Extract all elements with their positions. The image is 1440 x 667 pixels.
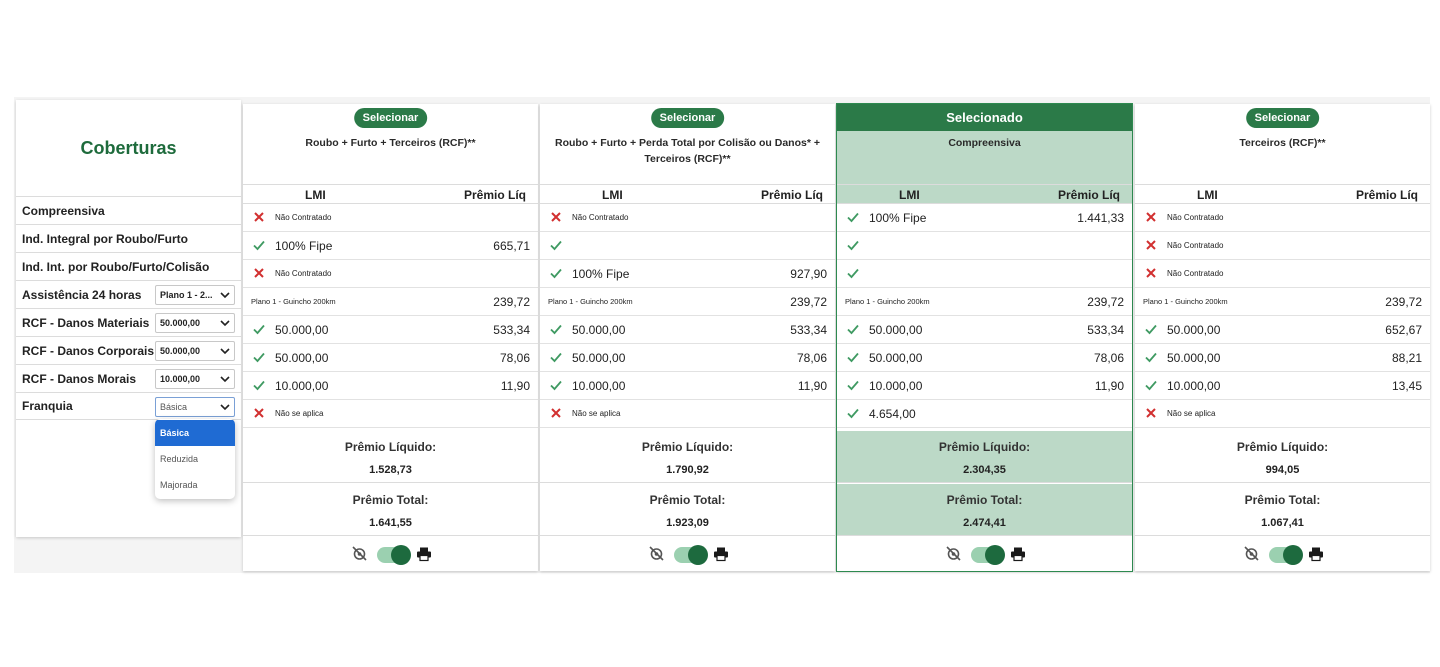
- dropdown-option[interactable]: Majorada: [160, 480, 198, 490]
- lmi-column-header: LMI: [602, 188, 623, 202]
- premio-value: 652,67: [1385, 323, 1422, 337]
- coverage-row: [16, 308, 241, 336]
- coverage-label: Ind. Int. por Roubo/Furto/Colisão: [22, 259, 210, 274]
- plan-toggle[interactable]: [1269, 547, 1301, 563]
- coverage-value-row: [540, 204, 835, 232]
- check-icon: [549, 378, 563, 392]
- check-icon: [846, 238, 860, 252]
- chevron-down-icon: [220, 345, 230, 357]
- lmi-value: 10.000,00: [1167, 379, 1221, 393]
- coverage-value-row: [243, 344, 538, 372]
- premio-total-label: Prêmio Total:: [649, 493, 726, 507]
- premio-liquido-value: 994,05: [1265, 464, 1300, 476]
- franquia-select[interactable]: [155, 397, 235, 417]
- lmi-value: Não Contratado: [1167, 241, 1224, 250]
- check-icon: [549, 350, 563, 364]
- coverage-row: [16, 196, 241, 224]
- coverage-value-row: [540, 288, 835, 316]
- premio-total-value: 1.923,09: [666, 517, 709, 529]
- coverage-row: [16, 336, 241, 364]
- premio-value: 78,06: [796, 351, 827, 365]
- coverage-value-row: [243, 400, 538, 428]
- check-icon: [846, 378, 860, 392]
- coverage-value-row: [837, 204, 1132, 232]
- card-actions: [837, 537, 1132, 571]
- coverage-value-row: [243, 372, 538, 400]
- coverage-value-row: [540, 372, 835, 400]
- coverage-value-row: [243, 204, 538, 232]
- coverage-row: [16, 252, 241, 280]
- close-icon: [549, 210, 563, 224]
- plan-header: [837, 104, 1132, 185]
- premio-total: [1135, 484, 1430, 536]
- coverage-label: Assistência 24 horas: [22, 287, 142, 302]
- check-icon: [846, 406, 860, 420]
- premio-value: 927,90: [790, 267, 827, 281]
- lmi-column-header: LMI: [1197, 188, 1218, 202]
- premio-liquido-value: 2.304,35: [963, 464, 1006, 476]
- check-icon: [1144, 322, 1158, 336]
- close-icon: [1144, 266, 1158, 280]
- hide-plan-icon[interactable]: [351, 545, 368, 562]
- toggle-knob: [391, 545, 411, 565]
- premio-total-label: Prêmio Total:: [1244, 493, 1321, 507]
- coverage-value-row: [540, 400, 835, 428]
- lmi-column-header: LMI: [899, 188, 920, 202]
- premio-total-label: Prêmio Total:: [946, 493, 1023, 507]
- premio-value: 1.441,33: [1077, 211, 1124, 225]
- lmi-value: 50.000,00: [572, 351, 626, 365]
- check-icon: [846, 266, 860, 280]
- premio-value: 239,72: [790, 295, 827, 309]
- coverage-select[interactable]: [155, 369, 235, 389]
- coverage-select[interactable]: [155, 341, 235, 361]
- premio-liquido-label: Prêmio Líquido:: [1236, 440, 1329, 454]
- premio-value: 665,71: [493, 239, 530, 253]
- premio-total-label: Prêmio Total:: [352, 493, 429, 507]
- premio-liquido-label: Prêmio Líquido:: [938, 440, 1031, 454]
- coverage-row: [16, 280, 241, 308]
- premio-value: 533,34: [493, 323, 530, 337]
- selected-banner[interactable]: Selecionado: [837, 104, 1132, 131]
- coverage-label: RCF - Danos Morais: [22, 371, 137, 386]
- plan-card: [837, 104, 1132, 571]
- card-actions: [243, 537, 538, 571]
- coverage-row: [16, 224, 241, 252]
- coverage-row: [16, 392, 241, 420]
- lmi-value: Não Contratado: [275, 269, 332, 278]
- premio-total-value: 1.641,55: [369, 517, 412, 529]
- lmi-value: 100% Fipe: [869, 211, 927, 225]
- premio-liquido: [1135, 431, 1430, 483]
- toggle-knob: [688, 545, 708, 565]
- coverage-select[interactable]: [155, 313, 235, 333]
- print-icon[interactable]: [1308, 546, 1324, 562]
- coverage-value-row: [837, 316, 1132, 344]
- lmi-value: 50.000,00: [275, 323, 329, 337]
- franquia-dropdown-list: [155, 419, 235, 499]
- check-icon: [1144, 378, 1158, 392]
- coverage-label: Compreensiva: [22, 203, 105, 218]
- premio-column-header: Prêmio Líq: [1057, 188, 1120, 202]
- print-icon[interactable]: [713, 546, 729, 562]
- close-icon: [1144, 238, 1158, 252]
- coverage-value-row: [837, 344, 1132, 372]
- plan-header: [540, 104, 835, 185]
- coverage-row: [16, 364, 241, 392]
- coverage-label: Franquia: [22, 399, 73, 413]
- check-icon: [549, 238, 563, 252]
- close-icon: [549, 406, 563, 420]
- print-icon[interactable]: [1010, 546, 1026, 562]
- plan-name: Compreensiva: [948, 137, 1021, 149]
- plan-header: [1135, 104, 1430, 185]
- hide-plan-icon[interactable]: [945, 545, 962, 562]
- lmi-value: 50.000,00: [869, 323, 923, 337]
- coverage-value-row: [1135, 232, 1430, 260]
- coverage-value-row: [540, 316, 835, 344]
- premio-value: 239,72: [1087, 295, 1124, 309]
- lmi-value: Não Contratado: [275, 213, 332, 222]
- coverage-value-row: [1135, 260, 1430, 288]
- plan-toggle[interactable]: [377, 547, 409, 563]
- chevron-down-icon: [220, 289, 230, 301]
- coverage-value-row: [243, 260, 538, 288]
- hide-plan-icon[interactable]: [648, 545, 665, 562]
- premio-liquido: [243, 431, 538, 483]
- lmi-value: 50.000,00: [572, 323, 626, 337]
- plan-name: Terceiros (RCF)**: [1239, 137, 1326, 149]
- plan-header: [243, 104, 538, 185]
- dropdown-option[interactable]: Básica: [155, 420, 235, 446]
- coverage-value-row: [837, 372, 1132, 400]
- column-headers: [837, 185, 1132, 204]
- premio-value: 239,72: [1385, 295, 1422, 309]
- premio-value: 11,90: [1094, 379, 1124, 393]
- premio-value: 88,21: [1391, 351, 1422, 365]
- premio-total-value: 1.067,41: [1261, 517, 1304, 529]
- coverage-value-row: [540, 260, 835, 288]
- lmi-value: Plano 1 - Guincho 200km: [845, 297, 930, 306]
- dropdown-option[interactable]: Reduzida: [160, 454, 199, 464]
- close-icon: [252, 266, 266, 280]
- card-actions: [1135, 537, 1430, 571]
- lmi-value: Não Contratado: [1167, 269, 1224, 278]
- close-icon: [1144, 406, 1158, 420]
- plan-card: [243, 104, 538, 571]
- coverage-value-row: [837, 288, 1132, 316]
- lmi-value: 50.000,00: [1167, 351, 1221, 365]
- column-headers: [1135, 185, 1430, 204]
- lmi-value: Não Contratado: [1167, 213, 1224, 222]
- premio-value: 239,72: [493, 295, 530, 309]
- select-value: Plano 1 - 2...: [160, 290, 213, 300]
- coverage-value-row: [1135, 372, 1430, 400]
- premio-column-header: Prêmio Líq: [1355, 188, 1418, 202]
- premio-value: 11,90: [500, 379, 530, 393]
- coverage-label: Ind. Integral por Roubo/Furto: [22, 231, 188, 246]
- lmi-value: Plano 1 - Guincho 200km: [251, 297, 336, 306]
- coverage-value-row: [837, 260, 1132, 288]
- plan-card: [1135, 104, 1430, 571]
- premio-liquido-value: 1.528,73: [369, 464, 412, 476]
- check-icon: [846, 350, 860, 364]
- lmi-value: 50.000,00: [275, 351, 329, 365]
- coverage-label: RCF - Danos Materiais: [22, 315, 150, 330]
- premio-value: 13,45: [1391, 379, 1422, 393]
- lmi-value: 100% Fipe: [275, 239, 333, 253]
- coverage-value-row: [1135, 344, 1430, 372]
- plan-toggle[interactable]: [674, 547, 706, 563]
- close-icon: [252, 210, 266, 224]
- lmi-value: Plano 1 - Guincho 200km: [1143, 297, 1228, 306]
- close-icon: [252, 406, 266, 420]
- plan-name: Roubo + Furto + Terceiros (RCF)**: [305, 137, 476, 149]
- lmi-value: Não se aplica: [572, 409, 621, 418]
- toggle-knob: [1283, 545, 1303, 565]
- lmi-value: 100% Fipe: [572, 267, 630, 281]
- select-value: 50.000,00: [160, 346, 201, 356]
- premio-total: [243, 484, 538, 536]
- coverage-value-row: [837, 232, 1132, 260]
- coverage-value-row: [243, 288, 538, 316]
- select-plan-button[interactable]: Selecionar: [354, 108, 428, 128]
- check-icon: [252, 322, 266, 336]
- premio-liquido: [540, 431, 835, 483]
- print-icon[interactable]: [416, 546, 432, 562]
- coverage-value-row: [1135, 204, 1430, 232]
- coverage-select[interactable]: [155, 285, 235, 305]
- premio-value: 533,34: [1087, 323, 1124, 337]
- lmi-value: 50.000,00: [869, 351, 923, 365]
- premio-liquido-value: 1.790,92: [666, 464, 709, 476]
- check-icon: [846, 210, 860, 224]
- toggle-knob: [985, 545, 1005, 565]
- column-headers: [243, 185, 538, 204]
- lmi-value: Não Contratado: [572, 213, 629, 222]
- check-icon: [549, 266, 563, 280]
- close-icon: [1144, 210, 1158, 224]
- lmi-value: 10.000,00: [572, 379, 626, 393]
- chevron-down-icon: [220, 317, 230, 329]
- select-value: Básica: [160, 402, 188, 412]
- select-value: 50.000,00: [160, 318, 201, 328]
- premio-column-header: Prêmio Líq: [760, 188, 823, 202]
- chevron-down-icon: [220, 401, 230, 413]
- select-plan-button[interactable]: Selecionar: [651, 108, 725, 128]
- premio-liquido-label: Prêmio Líquido:: [344, 440, 437, 454]
- lmi-value: Não se aplica: [275, 409, 324, 418]
- premio-value: 78,06: [499, 351, 530, 365]
- coverage-value-row: [1135, 288, 1430, 316]
- coverage-value-row: [540, 344, 835, 372]
- premio-liquido: [837, 431, 1132, 483]
- premio-value: 533,34: [790, 323, 827, 337]
- select-value: 10.000,00: [160, 374, 201, 384]
- coverage-value-row: [1135, 316, 1430, 344]
- lmi-value: Plano 1 - Guincho 200km: [548, 297, 633, 306]
- lmi-column-header: LMI: [305, 188, 326, 202]
- lmi-value: Não se aplica: [1167, 409, 1216, 418]
- check-icon: [252, 378, 266, 392]
- coverages-title: Coberturas: [80, 138, 177, 158]
- plan-toggle[interactable]: [971, 547, 1003, 563]
- check-icon: [549, 322, 563, 336]
- plan-name: Roubo + Furto + Perda Total por Colisão ou Danos* + Terceiros (RCF)**: [555, 137, 820, 165]
- coverage-value-row: [1135, 400, 1430, 428]
- premio-total: [540, 484, 835, 536]
- check-icon: [1144, 350, 1158, 364]
- coverage-value-row: [243, 316, 538, 344]
- lmi-value: 10.000,00: [869, 379, 923, 393]
- lmi-value: 50.000,00: [1167, 323, 1221, 337]
- coverage-value-row: [837, 400, 1132, 428]
- premio-liquido-label: Prêmio Líquido:: [641, 440, 734, 454]
- premio-total-value: 2.474,41: [963, 517, 1006, 529]
- chevron-down-icon: [220, 373, 230, 385]
- check-icon: [252, 350, 266, 364]
- lmi-value: 10.000,00: [275, 379, 329, 393]
- select-plan-button[interactable]: Selecionar: [1246, 108, 1320, 128]
- premio-column-header: Prêmio Líq: [463, 188, 526, 202]
- column-headers: [540, 185, 835, 204]
- coverage-label: RCF - Danos Corporais: [22, 343, 155, 358]
- premio-total: [837, 484, 1132, 536]
- lmi-value: 4.654,00: [869, 407, 916, 421]
- coverage-value-row: [540, 232, 835, 260]
- coverage-value-row: [243, 232, 538, 260]
- check-icon: [252, 238, 266, 252]
- plan-card: [540, 104, 835, 571]
- premio-value: 78,06: [1093, 351, 1124, 365]
- check-icon: [846, 322, 860, 336]
- card-actions: [540, 537, 835, 571]
- hide-plan-icon[interactable]: [1243, 545, 1260, 562]
- premio-value: 11,90: [797, 379, 827, 393]
